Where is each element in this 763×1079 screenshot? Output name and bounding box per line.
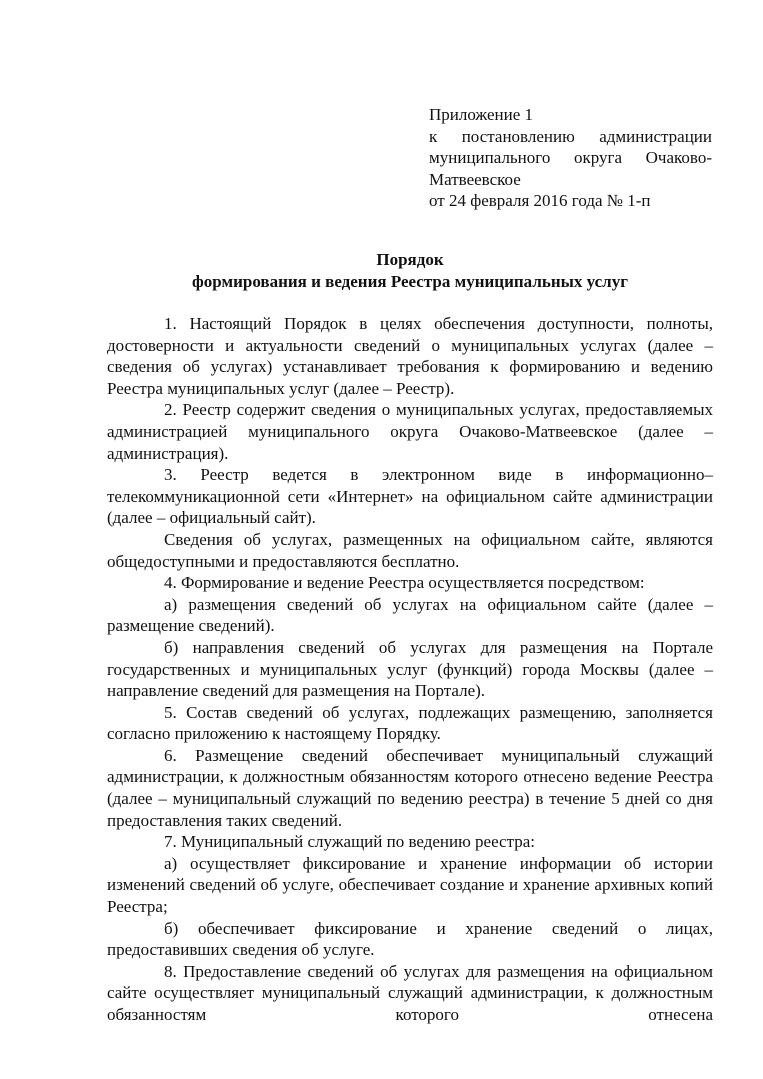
document-title: [107, 249, 713, 292]
appendix-header: [429, 104, 712, 212]
paragraph-6: 6. Размещение сведений обеспечивает муниципальный служащий администрации, к должностным обязанностям которого отнесено ведение Реестра (далее – муниципальный служащий по ведению реестра) в течение 5 дней со дня предоставления таких сведений.: [107, 745, 713, 830]
paragraph-2: 2. Реестр содержит сведения о муниципальных услугах, предоставляемых администрацией муниципального округа Очаково-Матвеевское (далее – администрация).: [107, 400, 713, 463]
paragraph-7b: б) обеспечивает фиксирование и хранение сведений о лицах, предоставивших сведения об услуге.: [107, 918, 713, 960]
paragraph-4b: б) направления сведений об услугах для размещения на Портале государственных и муниципальных услуг (функций) города Москвы (далее – направление сведений для размещения на Портале).: [107, 637, 713, 701]
paragraph-3-continuation: Сведения об услугах, размещенных на официальном сайте, являются общедоступными и предоставляются бесплатно.: [107, 529, 713, 571]
title-line-1: Порядок: [376, 250, 444, 269]
appendix-line-3: от 24 февраля 2016 года № 1-п: [429, 191, 651, 211]
paragraph-5: 5. Состав сведений об услугах, подлежащих размещению, заполняется согласно приложению к настоящему Порядку.: [107, 702, 713, 744]
document-body: [107, 313, 713, 1026]
appendix-line-2: к постановлению администрации муниципального округа Очаково-Матвеевское: [429, 126, 712, 189]
paragraph-8: 8. Предоставление сведений об услугах для размещения на официальном сайте осуществляет муниципальный служащий администрации, к должностным обязанностям которого отнесена: [107, 961, 713, 1024]
paragraph-4: 4. Формирование и ведение Реестра осуществляется посредством:: [164, 573, 645, 593]
title-line-2: формирования и ведения Реестра муниципальных услуг: [192, 271, 628, 291]
paragraph-7a: а) осуществляет фиксирование и хранение информации об истории изменений сведений об услуге, обеспечивает создание и хранение архивных копий Реестра;: [107, 853, 713, 917]
paragraph-7: 7. Муниципальный служащий по ведению реестра:: [164, 832, 536, 852]
appendix-line-1: Приложение 1: [429, 105, 533, 124]
paragraph-3: 3. Реестр ведется в электронном виде в информационно–телекоммуникационной сети «Интернет» на официальном сайте администрации (далее – официальный сайт).: [107, 465, 713, 528]
paragraph-1: 1. Настоящий Порядок в целях обеспечения доступности, полноты, достоверности и актуальности сведений о муниципальных услугах (далее – сведения об услугах) устанавливает требования к формированию и ведению Реестра муниципальных услуг (далее – Реестр).: [107, 314, 713, 398]
paragraph-4a: а) размещения сведений об услугах на официальном сайте (далее – размещение сведений).: [107, 594, 713, 636]
